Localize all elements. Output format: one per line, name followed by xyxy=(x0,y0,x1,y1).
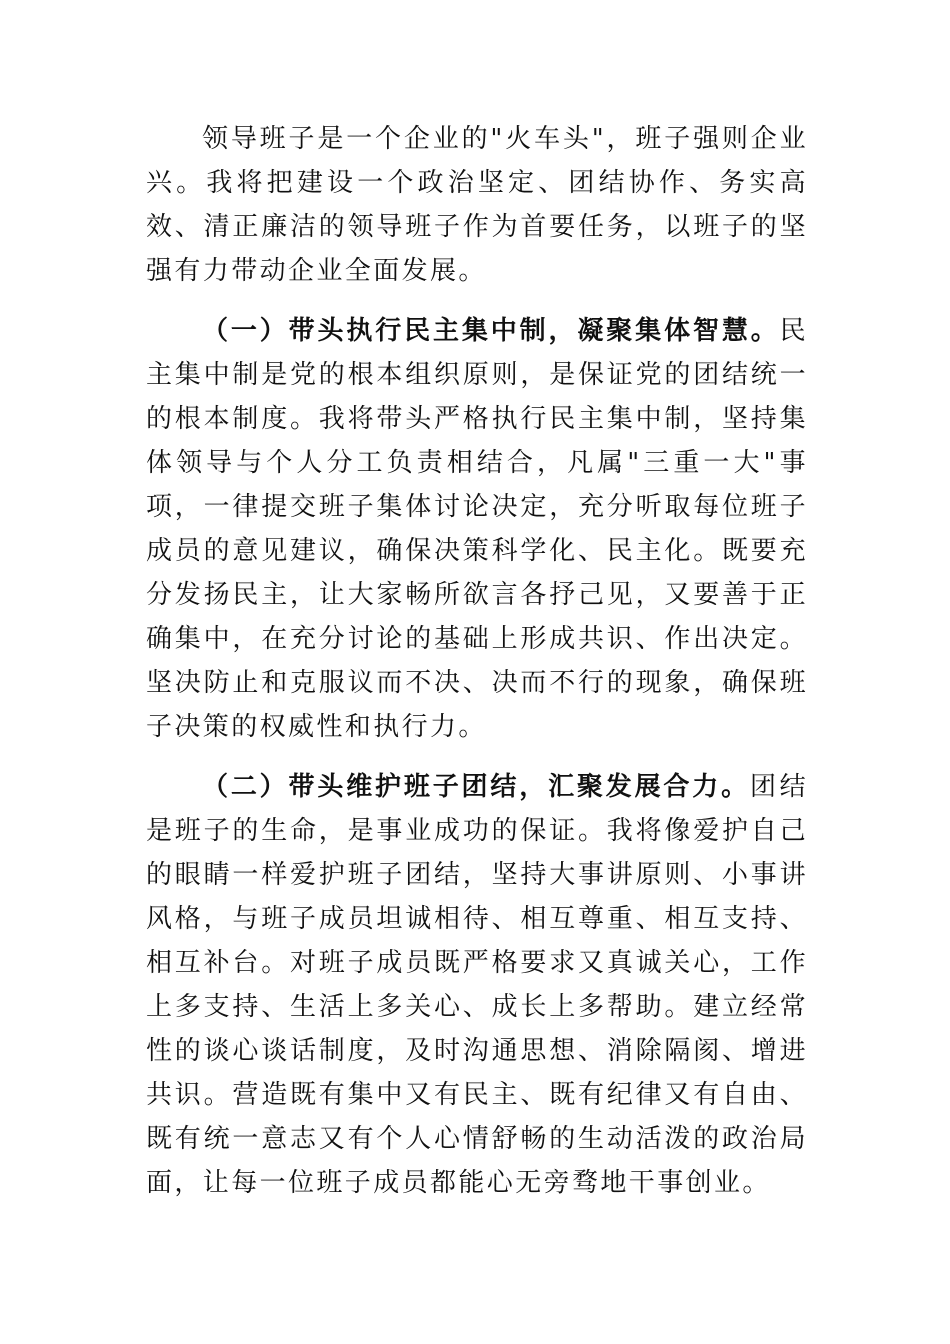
intro-paragraph xyxy=(146,117,808,293)
section-body-2: 团结是班子的生命，是事业成功的保证。我将像爱护自己的眼睛一样爱护班子团结，坚持大事讲原则、小事讲风格，与班子成员坦诚相待、相互尊重、相互支持、相互补台。对班子成员既严格要求又真诚关心，工作上多支持、生活上多关心、成长上多帮助。建立经常性的谈心谈话制度，及时沟通思想、消除隔阂、增进共识。营造既有集中又有民主、既有纪律又有自由、既有统一意志又有个人心情舒畅的生动活泼的政治局面，让每一位班子成员都能心无旁骛地干事创业。 xyxy=(146,772,808,1198)
section-heading-2: （二）带头维护班子团结，汇聚发展合力。 xyxy=(202,772,750,802)
document-page xyxy=(146,117,808,1205)
section-body-1: 民主集中制是党的根本组织原则，是保证党的团结统一的根本制度。我将带头严格执行民主集中制，坚持集体领导与个人分工负责相结合，凡属"三重一大"事项，一律提交班子集体讨论决定，充分听取每位班子成员的意见建议，确保决策科学化、民主化。既要充分发扬民主，让大家畅所欲言各抒己见，又要善于正确集中，在充分讨论的基础上形成共识、作出决定。坚决防止和克服议而不决、决而不行的现象，确保班子决策的权威性和执行力。 xyxy=(146,316,808,742)
section-paragraph-1 xyxy=(146,309,808,749)
section-heading-1: （一）带头执行民主集中制，凝聚集体智慧。 xyxy=(202,316,780,346)
section-paragraph-2 xyxy=(146,765,808,1205)
intro-text: 领导班子是一个企业的"火车头"，班子强则企业兴。我将把建设一个政治坚定、团结协作、务实高效、清正廉洁的领导班子作为首要任务，以班子的坚强有力带动企业全面发展。 xyxy=(146,124,808,286)
